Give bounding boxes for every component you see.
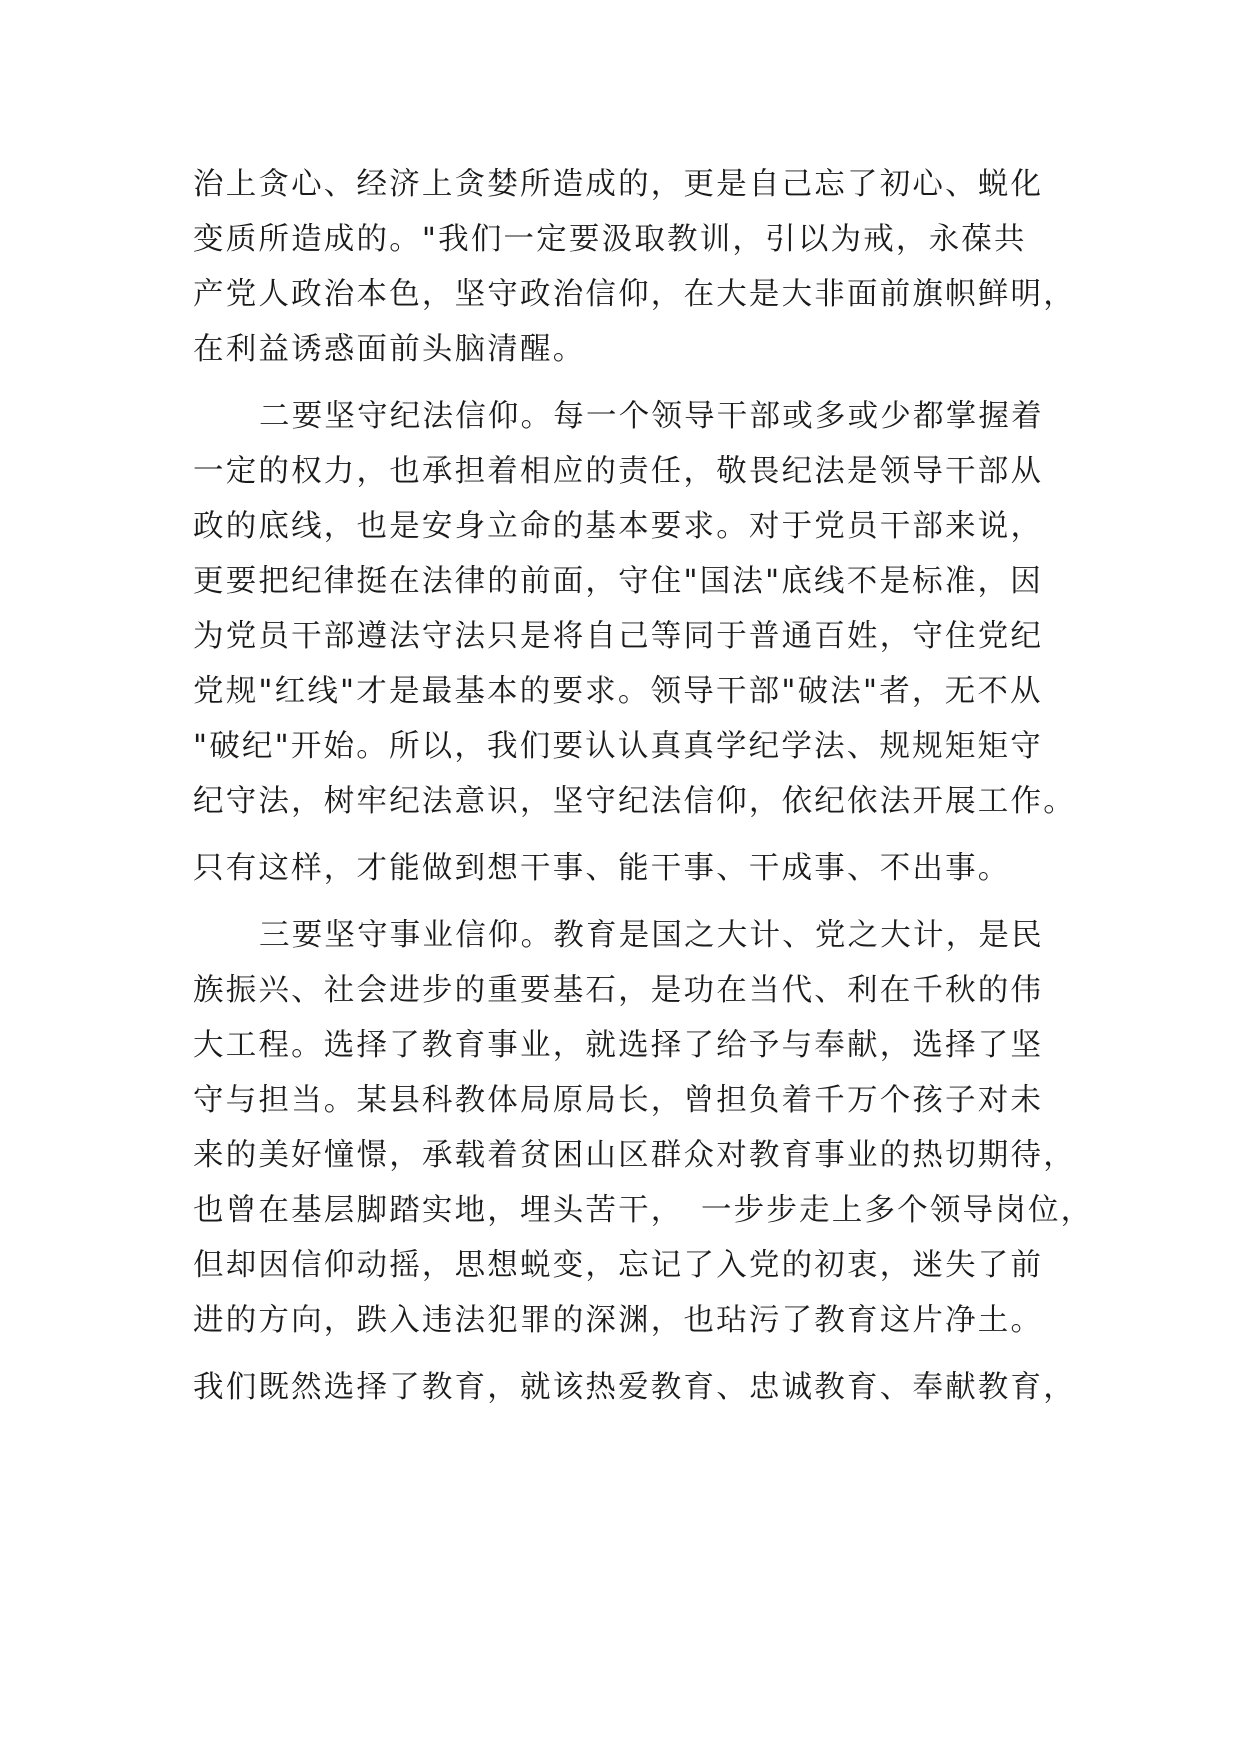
text-line: 一定的权力，也承担着相应的责任，敬畏纪法是领导干部从 <box>193 454 1044 489</box>
text-line: 政的底线，也是安身立命的基本要求。对于党员干部来说， <box>193 509 1044 544</box>
document-body <box>193 157 1094 1415</box>
text-line: 纪守法，树牢纪法意识，坚守纪法信仰，依纪依法开展工作。 <box>193 784 1076 819</box>
text-line: 治上贪心、经济上贪婪所造成的，更是自己忘了初心、蜕化 <box>193 167 1044 202</box>
text-line: 变质所造成的。"我们一定要汲取教训，引以为戒，永葆共 <box>193 222 1027 257</box>
text-line: 但却因信仰动摇，思想蜕变，忘记了入党的初衷，迷失了前 <box>193 1248 1044 1283</box>
text-line: 在利益诱惑面前头脑清醒。 <box>193 332 586 367</box>
text-line: 我们既然选择了教育，就该热爱教育、忠诚教育、奉献教育， <box>193 1370 1076 1405</box>
text-line: 更要把纪律挺在法律的前面，守住"国法"底线不是标准，因 <box>193 564 1043 599</box>
text-line: 来的美好憧憬，承载着贫困山区群众对教育事业的热切期待， <box>193 1138 1076 1173</box>
text-line: "破纪"开始。所以，我们要认认真真学纪学法、规规矩矩守 <box>193 729 1043 764</box>
paragraph-start-line: 二要坚守纪法信仰。每一个领导干部或多或少都掌握着 <box>259 399 1044 434</box>
text-line: 大工程。选择了教育事业，就选择了给予与奉献，选择了坚 <box>193 1028 1044 1063</box>
text-line: 只有这样，才能做到想干事、能干事、干成事、不出事。 <box>193 851 1011 886</box>
text-line: 产党人政治本色，坚守政治信仰，在大是大非面前旗帜鲜明， <box>193 277 1076 312</box>
text-line: 族振兴、社会进步的重要基石，是功在当代、利在千秋的伟 <box>193 973 1044 1008</box>
text-line: 进的方向，跌入违法犯罪的深渊，也玷污了教育这片净土。 <box>193 1303 1044 1338</box>
text-line: 为党员干部遵法守法只是将自己等同于普通百姓，守住党纪 <box>193 619 1044 654</box>
text-line: 也曾在基层脚踏实地，埋头苦干， 一步步走上多个领导岗位， <box>193 1193 1094 1228</box>
paragraph-start-line: 三要坚守事业信仰。教育是国之大计、党之大计，是民 <box>259 918 1044 953</box>
text-line: 守与担当。某县科教体局原局长，曾担负着千万个孩子对未 <box>193 1083 1044 1118</box>
text-line: 党规"红线"才是最基本的要求。领导干部"破法"者，无不从 <box>193 674 1043 709</box>
